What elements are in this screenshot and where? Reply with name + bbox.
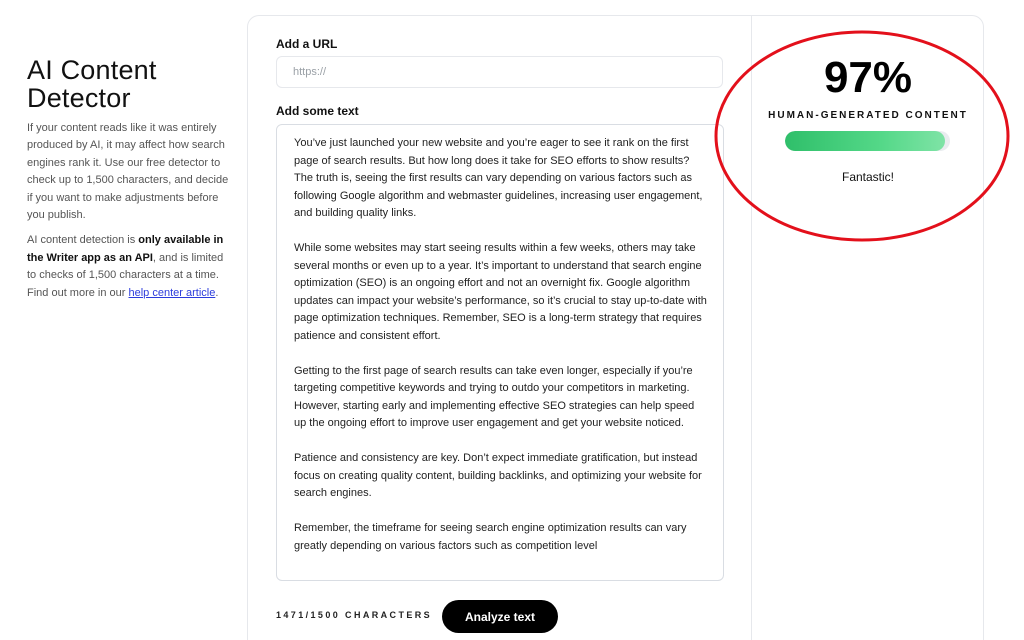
intro-api-bold: only available in the Writer app as an API: [27, 234, 224, 264]
text-input[interactable]: [276, 124, 724, 581]
text-paragraph: Getting to the first page of search results can take even longer, especially if you’re targeting competitive keywords and trying to outdo your competitors in marketing. However, starting early and implementing effective SEO strategies can help speed up the ongoing effort to improve user engagement and get your website noticed.: [294, 364, 695, 429]
intro-api-prefix: AI content detection is: [27, 234, 139, 247]
score-progress-bar: [785, 131, 950, 151]
intro-api-suffix: .: [215, 286, 219, 299]
analyze-text-button[interactable]: Analyze text: [442, 600, 558, 633]
intro-paragraph: If your content reads like it was entirely produced by AI, it may affect how search engines rank it. Use our free detector to check up to 1,500 characters, and decide if you want to make adjustments before you publish.: [27, 122, 229, 222]
intro-api-paragraph: [27, 232, 232, 302]
score-verdict: Fantastic!: [841, 170, 895, 184]
url-input[interactable]: [276, 56, 723, 88]
help-center-link[interactable]: help center article: [128, 286, 216, 299]
character-count: 1471/1500 CHARACTERS: [276, 610, 433, 620]
text-paragraph: Patience and consistency are key. Don’t expect immediate gratification, but instead focus on creating quality content, building backlinks, and optimizing your website for search engines.: [294, 452, 702, 499]
text-paragraph: You’ve just launched your new website and you’re eager to see it rank on the first page of search results. But how long does it take for SEO efforts to show results? The truth is, seeing the first results can vary depending on various factors such as following Google algorithm and webmaster guidelines, increasing user engagement, and building quality links.: [294, 137, 703, 219]
text-paragraph: Remember, the timeframe for seeing search engine optimization results can vary greatly depending on various factors such as competition level: [294, 522, 687, 552]
score-label: HUMAN-GENERATED CONTENT: [768, 110, 968, 121]
score-progress-fill: [785, 131, 945, 151]
url-label: Add a URL: [276, 37, 338, 51]
intro-api-middle: , and is limited to checks of 1,500 characters at a time. Find out more in our: [27, 251, 224, 299]
intro-panel: [27, 56, 232, 310]
text-label: Add some text: [276, 104, 359, 118]
score-value: 97%: [823, 53, 913, 102]
text-paragraph: While some websites may start seeing results within a few weeks, others may take several months or even up to a year. It’s important to understand that search engine optimization (SEO) is an ongoing effort and not an overnight fix. Google algorithm updates can impact your website’s performance, so it’s crucial to stay up-to-date with page optimization techniques. Remember, SEO is a long-term strategy that requires patience and consistent effort.: [294, 242, 707, 342]
page-title: AI Content Detector: [27, 55, 157, 113]
